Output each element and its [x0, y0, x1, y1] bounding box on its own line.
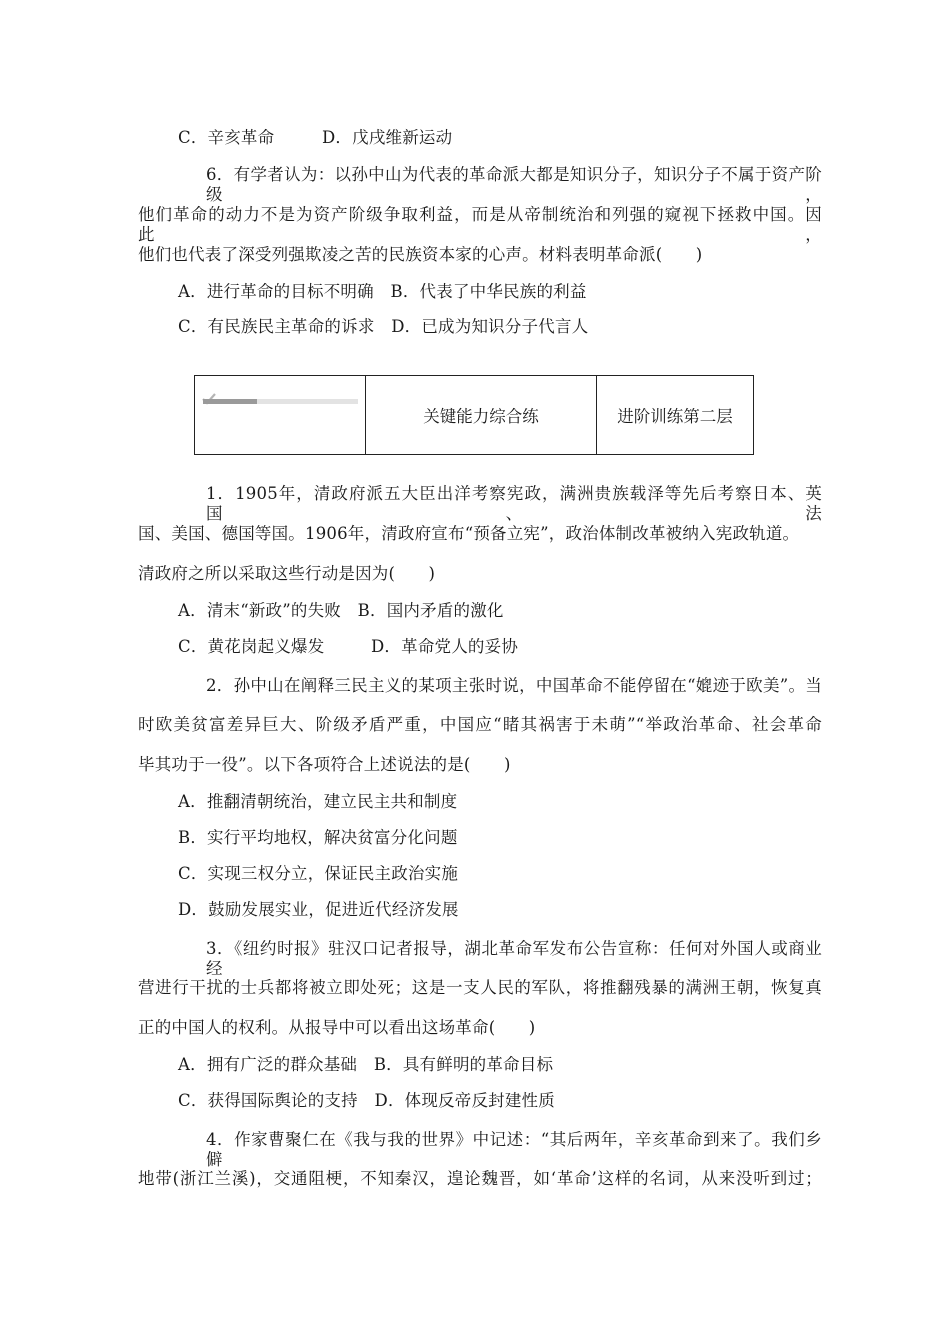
progress-fill: [203, 399, 257, 404]
question-6-line-2: 他们革命的动力不是为资产阶级争取利益，而是从帝制统治和列强的窥视下拯救中国。因此，: [138, 205, 822, 244]
question-3-options-ab: A．拥有广泛的群众基础 B．具有鲜明的革命目标: [178, 1055, 554, 1074]
banner-progress-cell: [195, 376, 366, 454]
question-4-line-2: 地带(浙江兰溪)，交通阻梗，不知秦汉，遑论魏晋，如‘革命’这样的名词，从来没听到过；: [138, 1169, 822, 1188]
question-2-line-3: 毕其功于一役”。以下各项符合上述说法的是( ): [138, 755, 511, 774]
question-1-options-ab: A．清末“新政”的失败 B．国内矛盾的激化: [178, 601, 504, 620]
question-1-option-d: D．革命党人的妥协: [371, 637, 519, 656]
option-c: C．辛亥革命: [178, 128, 275, 147]
question-6-options-cd: C．有民族民主革命的诉求 D．已成为知识分子代言人: [178, 317, 589, 336]
question-2-option-c: C．实现三权分立，保证民主政治实施: [178, 864, 459, 883]
question-1-line-2: 国、美国、德国等国。1906年，清政府宣布“预备立宪”，政治体制改革被纳入宪政轨道。: [138, 524, 800, 543]
question-4-line-1: 4．作家曹聚仁在《我与我的世界》中记述：“其后两年，辛亥革命到来了。我们乡僻: [206, 1130, 822, 1169]
question-3-line-3: 正的中国人的权利。从报导中可以看出这场革命( ): [138, 1018, 536, 1037]
question-1-line-3: 清政府之所以采取这些行动是因为( ): [138, 564, 436, 583]
question-6-options-ab: A．进行革命的目标不明确 B．代表了中华民族的利益: [178, 282, 587, 301]
section-banner: [194, 375, 754, 455]
question-1-line-1: 1．1905年，清政府派五大臣出洋考察宪政，满洲贵族载泽等先后考察日本、英国、法: [206, 484, 822, 523]
option-d: D．戊戌维新运动: [322, 128, 453, 147]
banner-title: 关键能力综合练: [366, 376, 597, 454]
question-2-option-b: B．实行平均地权，解决贫富分化问题: [178, 828, 458, 847]
progress-track: [203, 399, 358, 404]
question-3-line-2: 营进行干扰的士兵都将被立即处死；这是一支人民的军队，将推翻残暴的满洲王朝，恢复真: [138, 978, 822, 997]
banner-level: 进阶训练第二层: [617, 407, 733, 426]
question-2-option-a: A．推翻清朝统治，建立民主共和制度: [178, 792, 458, 811]
question-3-options-cd: C．获得国际舆论的支持 D．体现反帝反封建性质: [178, 1091, 555, 1110]
question-2-line-1: 2．孙中山在阐释三民主义的某项主张时说，中国革命不能停留在“媲迹于欧美”。当: [206, 676, 822, 695]
question-1-option-c: C．黄花岗起义爆发: [178, 637, 325, 656]
question-2-option-d: D．鼓励发展实业，促进近代经济发展: [178, 900, 459, 919]
question-3-line-1: 3．《纽约时报》驻汉口记者报导，湖北革命军发布公告宣称：任何对外国人或商业经: [206, 939, 822, 978]
question-2-line-2: 时欧美贫富差异巨大、阶级矛盾严重，中国应“睹其祸害于未萌”“举政治革命、社会革命: [138, 715, 822, 734]
question-6-line-1: 6．有学者认为：以孙中山为代表的革命派大都是知识分子，知识分子不属于资产阶级，: [206, 165, 822, 204]
question-6-line-3: 他们也代表了深受列强欺凌之苦的民族资本家的心声。材料表明革命派( ): [138, 245, 703, 264]
